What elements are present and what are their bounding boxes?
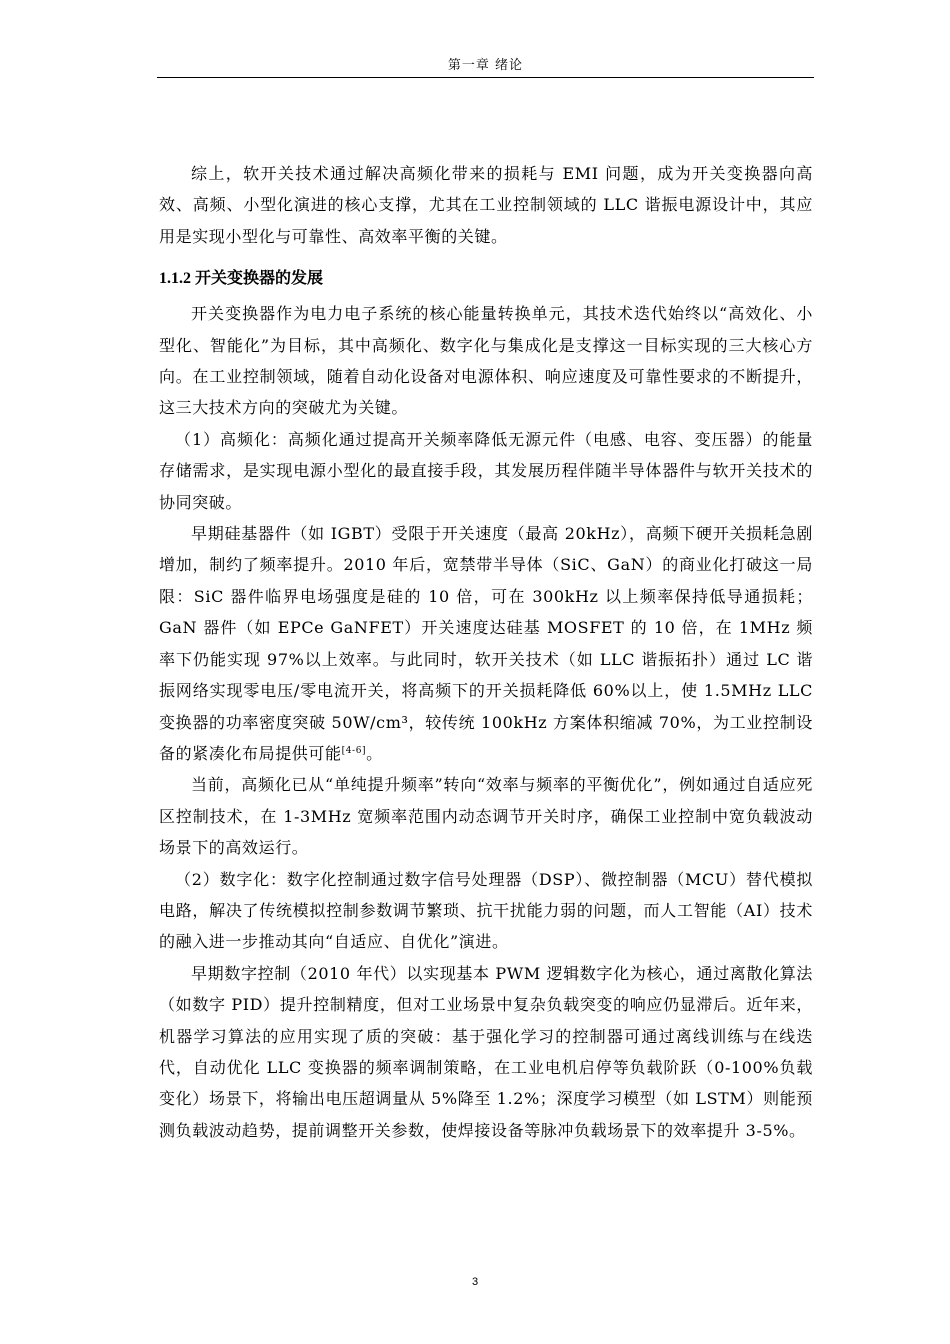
digital-history-paragraph: 早期数字控制（2010 年代）以实现基本 PWM 逻辑数字化为核心，通过离散化算法（如数字 PID）提升控制精度，但对工业场景中复杂负载突变的响应仍显滞后。近年来，机器学习算法的应用实现了质的突破：基于强化学习的控制器可通过离线训练与在线迭代，自动优化 LLC 变换器的频率调制策略，在工业电机启停等负载阶跃（0-100%负载变化）场景下，将输出电压超调量从 5%降至 1.2%；深度学习模型（如 LSTM）则能预测负载波动趋势，提前调整开关参数，使焊接设备等脉冲负载场景下的效率提升 3-5%。 [159, 963, 813, 1140]
citation-reference: [4-6] [341, 745, 367, 756]
intro-paragraph: 开关变换器作为电力电子系统的核心能量转换单元，其技术迭代始终以“高效化、小型化、智能化”为目标，其中高频化、数字化与集成化是支撑这一目标实现的三大核心方向。在工业控制领域，随着自动化设备对电源体积、响应速度及可靠性要求的不断提升，这三大技术方向的突破尤为关键。 [159, 304, 813, 418]
high-frequency-current-paragraph: 当前，高频化已从“单纯提升频率”转向“效率与频率的平衡优化”，例如通过自适应死区控制技术，在 1-3MHz 宽频率范围内动态调节开关时序，确保工业控制中宽负载波动场景下的高效运行。 [159, 775, 813, 858]
body-text [159, 158, 813, 1146]
high-frequency-history-text: 早期硅基器件（如 IGBT）受限于开关速度（最高 20kHz），高频下硬开关损耗急剧增加，制约了频率提升。2010 年后，宽禁带半导体（SiC、GaN）的商业化打破这一局限：SiC 器件临界电场强度是硅的 10 倍，可在 300kHz 以上频率保持低导通损耗；GaN 器件（如 EPCe GaNFET）开关速度达硅基 MOSFET 的 10 倍，在 1MHz 频率下仍能实现 97%以上效率。与此同时，软开关技术（如 LLC 谐振拓扑）通过 LC 谐振网络实现零电压/零电流开关，将高频下的开关损耗降低 60%以上，使 1.5MHz LLC 变换器的功率密度突破 50W/cm³，较传统 100kHz 方案体积缩减 70%，为工业控制设备的紧凑化布局提供可能 [159, 524, 813, 763]
digital-item: （2）数字化：数字化控制通过数字信号处理器（DSP）、微控制器（MCU）替代模拟电路，解决了传统模拟控制参数调节繁琐、抗干扰能力弱的问题，而人工智能（AI）技术的融入进一步推动其向“自适应、自优化”演进。 [159, 869, 813, 952]
section-heading: 1.1.2 开关变换器的发展 [159, 270, 324, 288]
page-number: 3 [471, 1276, 479, 1288]
running-header-title: 第一章 绪论 [447, 58, 524, 73]
high-frequency-history-paragraph [159, 518, 813, 769]
high-frequency-history-end: 。 [366, 743, 383, 763]
summary-paragraph: 综上，软开关技术通过解决高频化带来的损耗与 EMI 问题，成为开关变换器向高效、高频、小型化演进的核心支撑，尤其在工业控制领域的 LLC 谐振电源设计中，其应用是实现小型化与可靠性、高效率平衡的关键。 [159, 164, 813, 246]
high-frequency-item: （1）高频化：高频化通过提高开关频率降低无源元件（电感、电容、变压器）的能量存储需求，是实现电源小型化的最直接手段，其发展历程伴随半导体器件与软开关技术的协同突破。 [159, 429, 813, 512]
header-rule [157, 77, 814, 78]
